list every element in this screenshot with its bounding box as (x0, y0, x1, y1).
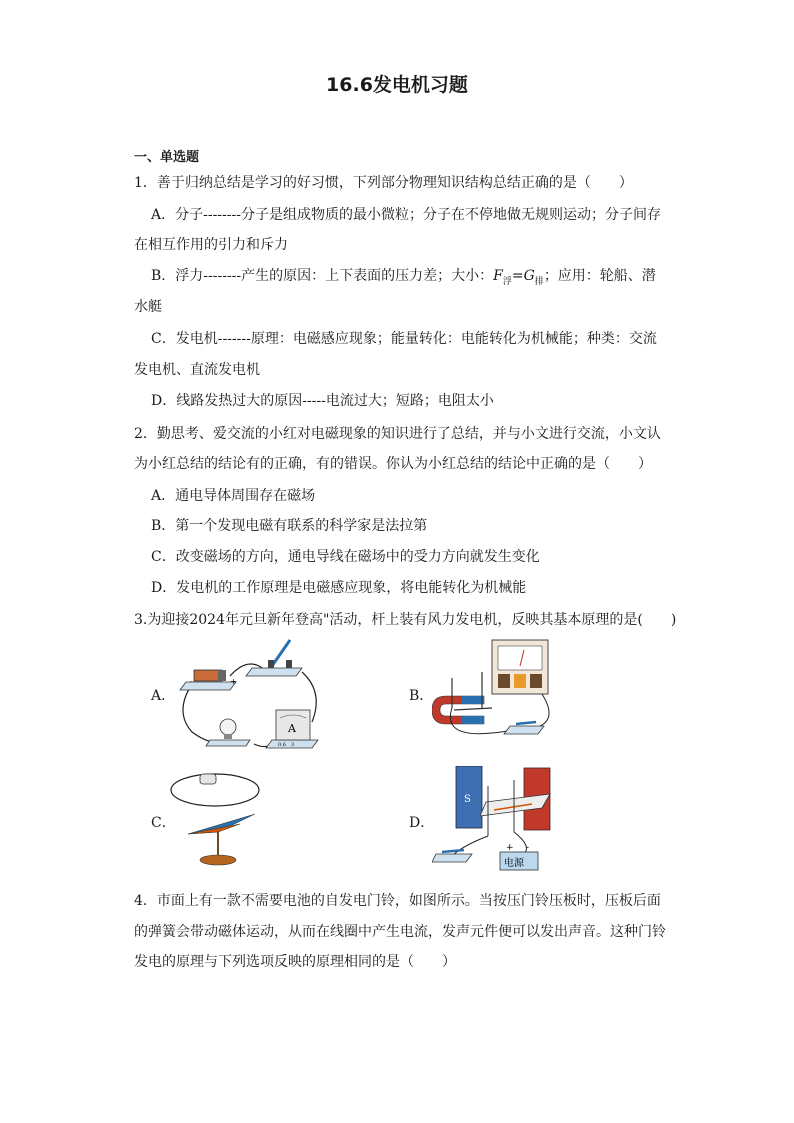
q3-stem: 3.为迎接2024年元旦新年登高"活动，杆上装有风力发电机，反映其基本原理的是( ) (134, 612, 677, 628)
switch-icon (504, 722, 544, 734)
figure-c-compass (170, 766, 270, 870)
figure-d-motor (432, 766, 582, 874)
q2-option-b[interactable]: B．第一个发现电磁有联系的科学家是法拉第 (151, 518, 428, 534)
force-subscript: 浮 (502, 276, 512, 287)
gravity-subscript: 排 (534, 276, 544, 287)
q1-option-b[interactable] (151, 265, 656, 287)
galvanometer-icon (492, 640, 548, 694)
source-plus-label: + (506, 843, 514, 853)
q1-option-a-cont: 在相互作用的引力和斥力 (134, 237, 288, 253)
q2-stem: 2．勤思考、爱交流的小红对电磁现象的知识进行了总结，并与小文进行交流，小文认 (134, 426, 661, 442)
q3-option-b-label[interactable]: B． (409, 688, 434, 704)
switch-icon (246, 640, 302, 676)
q3-option-c-label[interactable]: C． (151, 815, 176, 831)
battery-icon (180, 670, 237, 690)
q2-option-c[interactable]: C．改变磁场的方向，通电导线在磁场中的受力方向就发生变化 (151, 549, 540, 565)
magnet-s-icon (456, 766, 482, 828)
source-minus-label: - (526, 843, 530, 853)
battery-minus-label: - (190, 677, 193, 686)
q1-stem: 1．善于归纳总结是学习的好习惯，下列部分物理知识结构总结正确的是（ ） (134, 175, 633, 191)
battery-plus-label: + (230, 677, 237, 686)
page-title: 16.6发电机习题 (326, 74, 468, 96)
power-source-icon (500, 843, 538, 870)
q2-option-a[interactable]: A．通电导体周围存在磁场 (151, 488, 316, 504)
power-source-label: 电源 (504, 858, 524, 869)
q1-option-b-text: B．浮力--------产生的原因：上下表面的压力差；大小： (151, 268, 494, 284)
gravity-symbol: =G (511, 268, 535, 284)
ammeter-symbol: A (288, 722, 296, 735)
compass-needle-icon (188, 814, 255, 865)
q2-stem-cont: 为小红总结的结论有的正确，有的错误。你认为小红总结的结论中正确的是（ ） (134, 456, 652, 472)
bulb-icon (206, 719, 250, 746)
q1-option-b-text-end: ；应用：轮船、潜 (543, 268, 656, 284)
q3-option-d-label[interactable]: D． (409, 815, 435, 831)
q1-option-d[interactable]: D．线路发热过大的原因-----电流过大；短路；电阻太小 (151, 393, 494, 409)
section-heading: 一、单选题 (134, 150, 200, 165)
q4-stem-cont-1: 的弹簧会带动磁体运动，从而在线圈中产生电流，发声元件便可以发出声音。这种门铃 (134, 924, 666, 940)
q1-option-c[interactable]: C．发电机-------原理：电磁感应现象；能量转化：电能转化为机械能；种类：交流 (151, 331, 657, 347)
q1-option-a[interactable]: A．分子--------分子是组成物质的最小微粒；分子在不停地做无规则运动；分子间存 (151, 207, 661, 223)
ammeter-icon (266, 710, 318, 748)
q4-stem: 4．市面上有一款不需要电池的自发电门铃，如图所示。当按压门铃压板时，压板后面 (134, 893, 661, 909)
q2-option-d[interactable]: D．发电机的工作原理是电磁感应现象，将电能转化为机械能 (151, 580, 527, 596)
wire-coil-icon (200, 774, 216, 784)
pole-s-label: S (464, 794, 471, 805)
switch-icon (432, 850, 472, 862)
q1-option-b-cont: 水艇 (134, 299, 162, 315)
figure-a-circuit (172, 632, 332, 757)
q4-stem-cont-2: 发电的原理与下列选项反映的原理相同的是（ ） (134, 954, 456, 970)
ammeter-scale: 0.6 3 (278, 742, 295, 748)
figure-b-galvanometer (432, 638, 562, 748)
force-symbol: F (493, 268, 503, 284)
q3-option-a-label[interactable]: A． (151, 688, 176, 704)
q1-option-c-cont: 发电机、直流发电机 (134, 362, 260, 378)
